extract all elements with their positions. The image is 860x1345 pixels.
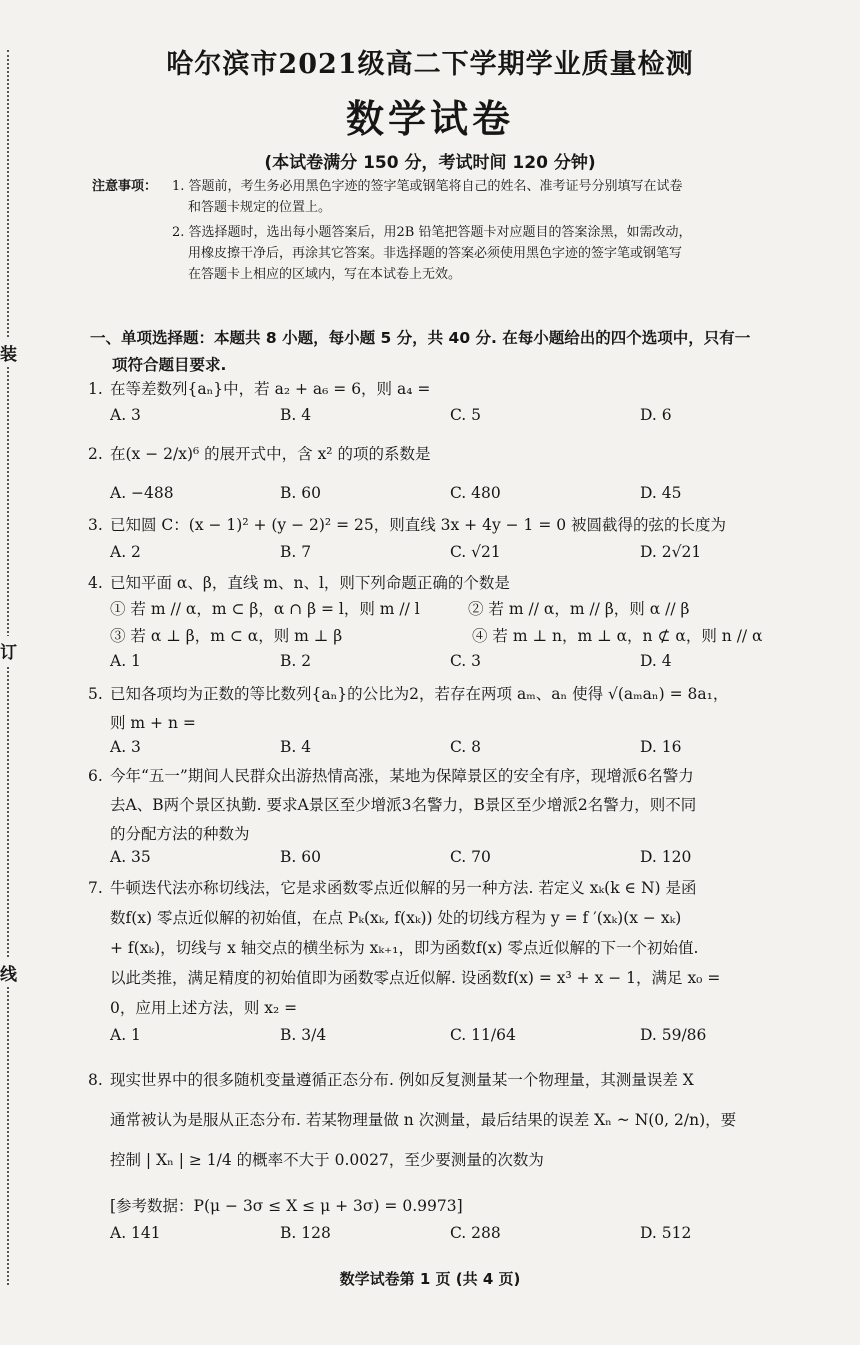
option-a: A. 1 <box>110 652 141 670</box>
page-footer: 数学试卷第 1 页 (共 4 页) <box>339 1270 521 1288</box>
option-d: D. 120 <box>640 848 692 866</box>
note-item-2: 2. 答选择题时，选出每小题答案后，用2B 铅笔把答题卡对应题目的答案涂黑，如需改动， 用橡皮擦干净后，再涂其它答案。非选择题的答案必须使用黑色字迹的签字笔或钢笔写 在答题卡上相应的区域内，写在本试卷上无效。 <box>172 225 692 282</box>
option-b: B. 2 <box>280 652 312 670</box>
exam-info: (本试卷满分 150 分，考试时间 120 分钟) <box>264 153 596 173</box>
q4-statement-1: ① 若 m // α，m ⊂ β，α ∩ β = l，则 m // l <box>110 600 420 618</box>
question-8: 8. 现实世界中的很多随机变量遵循正态分布. 例如反复测量某一个物理量，其测量误差 X 通常被认为是服从正态分布. 若某物理量做 n 次测量，最后结果的误差 Xₙ ~ N(0, 2/n)，要 控制 | Xₙ | ≥ 1/4 的概率不大于 0.0027，至少要测量的次数为 <box>88 1071 737 1169</box>
question-4: 4. 已知平面 α、β，直线 m、n、l，则下列命题正确的个数是 <box>88 574 510 592</box>
option-d: D. 6 <box>640 406 672 424</box>
question-6-options <box>110 848 810 874</box>
option-b: B. 4 <box>280 406 312 424</box>
binding-char-xian: 线 <box>0 958 17 987</box>
option-c: C. 480 <box>450 484 501 502</box>
option-a: A. 35 <box>110 848 151 866</box>
question-4-options <box>110 652 810 678</box>
question-1-options <box>110 406 810 432</box>
question-3: 3. 已知圆 C：(x − 1)² + (y − 2)² = 25，则直线 3x + 4y − 1 = 0 被圆截得的弦的长度为 <box>88 516 727 534</box>
subject-title: 数学试卷 <box>345 97 514 141</box>
question-5-options <box>110 738 810 764</box>
option-d: D. 59/86 <box>640 1026 707 1044</box>
option-c: C. 5 <box>450 406 482 424</box>
option-b: B. 7 <box>280 543 312 561</box>
option-a: A. 3 <box>110 738 141 756</box>
q4-statement-4: ④ 若 m ⊥ n，m ⊥ α，n ⊄ α，则 n // α <box>472 627 763 645</box>
option-d: D. 2√21 <box>640 543 702 561</box>
question-7: 7. 牛顿迭代法亦称切线法，它是求函数零点近似解的另一种方法. 若定义 xₖ(k ∈ N) 是函 数f(x) 零点近似解的初始值，在点 Pₖ(xₖ, f(xₖ)) 处的切线方程为 y = f ′(xₖ)(x − xₖ) + f(xₖ)，切线与 x 轴交点的横坐标为 xₖ₊₁，即为函数f(x) 零点近似解的下一个初始值. 以此类推，满足精度的初始值即为函数零点近似解. 设函数f(x) = x³ + x − 1，满足 x₀ = 0，应用上述方法，则 x₂ = <box>88 879 721 1017</box>
question-1: 1. 在等差数列{aₙ}中，若 a₂ + a₆ = 6，则 a₄ = <box>88 380 431 398</box>
q4-statement-2: ② 若 m // α，m // β，则 α // β <box>468 600 690 618</box>
option-b: B. 60 <box>280 848 321 866</box>
question-2-options <box>110 484 810 510</box>
option-d: D. 16 <box>640 738 682 756</box>
binding-char-ding: 订 <box>0 636 17 665</box>
q8-reference-data: [参考数据：P(μ − 3σ ≤ X ≤ μ + 3σ) = 0.9973] <box>110 1197 463 1215</box>
binding-dotted-line <box>7 50 9 1285</box>
question-3-options <box>110 543 810 569</box>
exam-title: 哈尔滨市2021级高二下学期学业质量检测 <box>166 49 694 80</box>
question-8-options <box>110 1224 810 1250</box>
option-a: A. 1 <box>110 1026 141 1044</box>
option-c: C. 288 <box>450 1224 501 1242</box>
option-c: C. √21 <box>450 543 501 561</box>
option-a: A. −488 <box>110 484 174 502</box>
option-d: D. 512 <box>640 1224 692 1242</box>
question-7-options <box>110 1026 810 1052</box>
note-item-1: 1. 答题前，考生务必用黑色字迹的签字笔或钢笔将自己的姓名、准考证号分别填写在试卷 和答题卡规定的位置上。 <box>172 179 683 215</box>
binding-char-zhuang: 装 <box>0 338 17 367</box>
option-a: A. 141 <box>110 1224 161 1242</box>
option-a: A. 3 <box>110 406 141 424</box>
option-c: C. 3 <box>450 652 482 670</box>
option-c: C. 8 <box>450 738 482 756</box>
section-heading: 一、单项选择题：本题共 8 小题，每小题 5 分，共 40 分. 在每小题给出的四个选项中，只有一 项符合题目要求. <box>90 329 751 374</box>
option-b: B. 4 <box>280 738 312 756</box>
option-d: D. 4 <box>640 652 672 670</box>
question-5: 5. 已知各项均为正数的等比数列{aₙ}的公比为2，若存在两项 aₘ、aₙ 使得 √(aₘaₙ) = 8a₁， 则 m + n = <box>88 685 729 732</box>
option-b: B. 3/4 <box>280 1026 327 1044</box>
option-a: A. 2 <box>110 543 141 561</box>
option-b: B. 128 <box>280 1224 331 1242</box>
question-6: 6. 今年“五一”期间人民群众出游热情高涨，某地为保障景区的安全有序，现增派6名警力 去A、B两个景区执勤. 要求A景区至少增派3名警力，B景区至少增派2名警力，则不同 的分配方法的种数为 <box>88 767 697 843</box>
notes-label: 注意事项： <box>92 179 158 194</box>
q4-statement-3: ③ 若 α ⊥ β，m ⊂ α，则 m ⊥ β <box>110 627 343 645</box>
option-d: D. 45 <box>640 484 682 502</box>
question-2: 2. 在(x − 2/x)⁶ 的展开式中，含 x² 的项的系数是 <box>88 445 431 463</box>
option-b: B. 60 <box>280 484 321 502</box>
option-c: C. 70 <box>450 848 491 866</box>
option-c: C. 11/64 <box>450 1026 516 1044</box>
